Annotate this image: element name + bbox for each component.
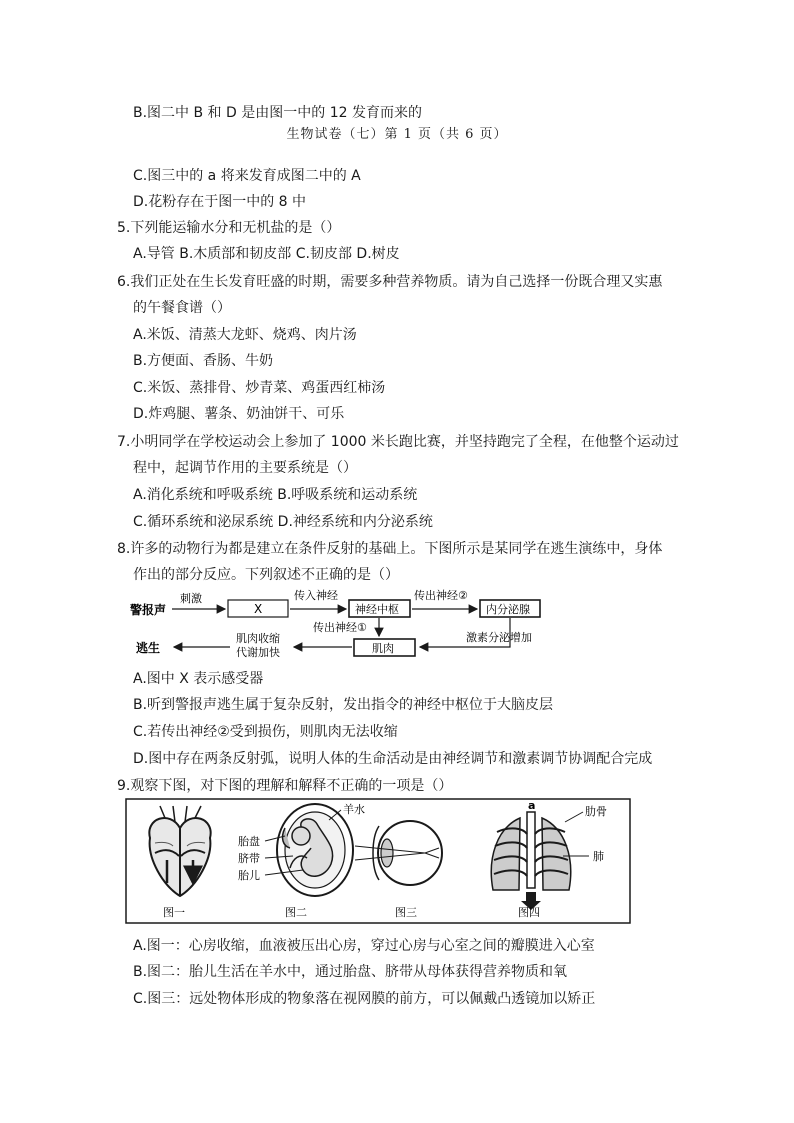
q9-option-c: C.图三：远处物体形成的物象落在视网膜的前方，可以佩戴凸透镜加以矫正 (133, 991, 596, 1007)
q9-option-b: B.图二：胎儿生活在羊水中，通过胎盘、脐带从母体获得营养物质和氧 (133, 964, 568, 980)
label-placenta: 胎盘 (238, 835, 260, 848)
q7-stem-line1: 7.小明同学在学校运动会上参加了 1000 米长跑比赛，并坚持跑完了全程，在他整个运动过 (117, 434, 679, 450)
page-header: 生物试卷（七）第 1 页（共 6 页） (286, 127, 508, 142)
caption-fig3: 图三 (395, 906, 417, 919)
label-muscle: 肌肉 (372, 642, 394, 655)
q6-option-b: B.方便面、香肠、牛奶 (133, 353, 274, 369)
label-afferent: 传入神经 (294, 589, 338, 602)
label-efferent-1: 传出神经① (313, 621, 367, 634)
label-efferent-2: 传出神经② (414, 589, 468, 602)
q8-stem-line1: 8.许多的动物行为都是建立在条件反射的基础上。下图所示是某同学在逃生演练中，身体 (117, 541, 663, 557)
label-cord: 脐带 (238, 852, 260, 865)
q9-figure (125, 798, 631, 924)
caption-fig1: 图一 (163, 906, 185, 919)
fetus-illustration (277, 804, 353, 896)
q4-option-c: C.图三中的 a 将来发育成图二中的 A (133, 168, 361, 184)
q6-option-a: A.米饭、清蒸大龙虾、烧鸡、肉片汤 (133, 327, 357, 343)
label-alarm: 警报声 (130, 603, 167, 617)
q8-option-d: D.图中存在两条反射弧，说明人体的生命活动是由神经调节和激素调节协调配合完成 (133, 751, 653, 767)
label-letter-a: a (528, 799, 536, 812)
label-escape: 逃生 (136, 641, 161, 655)
label-center: 神经中枢 (355, 603, 399, 616)
label-muscle-effect-1: 肌肉收缩 (236, 632, 280, 645)
q5-options: A.导管 B.木质部和韧皮部 C.韧皮部 D.树皮 (133, 246, 400, 262)
q9-option-a: A.图一：心房收缩，血液被压出心房，穿过心房与心室之间的瓣膜进入心室 (133, 938, 595, 954)
q7-stem-line2: 程中，起调节作用的主要系统是（） (133, 460, 357, 476)
caption-fig2: 图二 (285, 906, 307, 919)
q8-option-c: C.若传出神经②受到损伤，则肌肉无法收缩 (133, 724, 398, 740)
label-amniotic: 羊水 (343, 803, 365, 816)
label-hormone: 激素分泌增加 (466, 631, 532, 644)
q6-stem-line1: 6.我们正处在生长发育旺盛的时期，需要多种营养物质。请为自己选择一份既合理又实惠 (117, 274, 663, 290)
label-stimulus: 刺激 (180, 592, 202, 605)
label-muscle-effect-2: 代谢加快 (236, 646, 280, 659)
q8-option-a: A.图中 X 表示感受器 (133, 671, 264, 687)
reflex-flow-diagram (120, 586, 600, 664)
label-fetus: 胎儿 (238, 869, 260, 882)
label-endocrine: 内分泌腺 (486, 603, 530, 616)
q6-stem-line2: 的午餐食谱（） (133, 300, 231, 316)
label-rib: 肋骨 (585, 805, 607, 818)
q4-option-d: D.花粉存在于图一中的 8 中 (133, 194, 307, 210)
q6-option-d: D.炸鸡腿、薯条、奶油饼干、可乐 (133, 406, 345, 422)
q7-option-cd: C.循环系统和泌尿系统 D.神经系统和内分泌系统 (133, 514, 433, 530)
q4-option-b: B.图二中 B 和 D 是由图一中的 12 发育而来的 (133, 105, 422, 121)
q8-stem-line2: 作出的部分反应。下列叙述不正确的是（） (133, 567, 399, 583)
caption-fig4: 图四 (518, 906, 540, 919)
q8-option-b: B.听到警报声逃生属于复杂反射，发出指令的神经中枢位于大脑皮层 (133, 697, 554, 713)
q6-option-c: C.米饭、蒸排骨、炒青菜、鸡蛋西红柿汤 (133, 380, 386, 396)
q9-stem: 9.观察下图，对下图的理解和解释不正确的一项是（） (117, 778, 453, 794)
label-x: X (254, 602, 263, 616)
q7-option-ab: A.消化系统和呼吸系统 B.呼吸系统和运动系统 (133, 487, 418, 503)
label-lung: 肺 (593, 850, 604, 863)
q5-stem: 5.下列能运输水分和无机盐的是（） (117, 220, 341, 236)
